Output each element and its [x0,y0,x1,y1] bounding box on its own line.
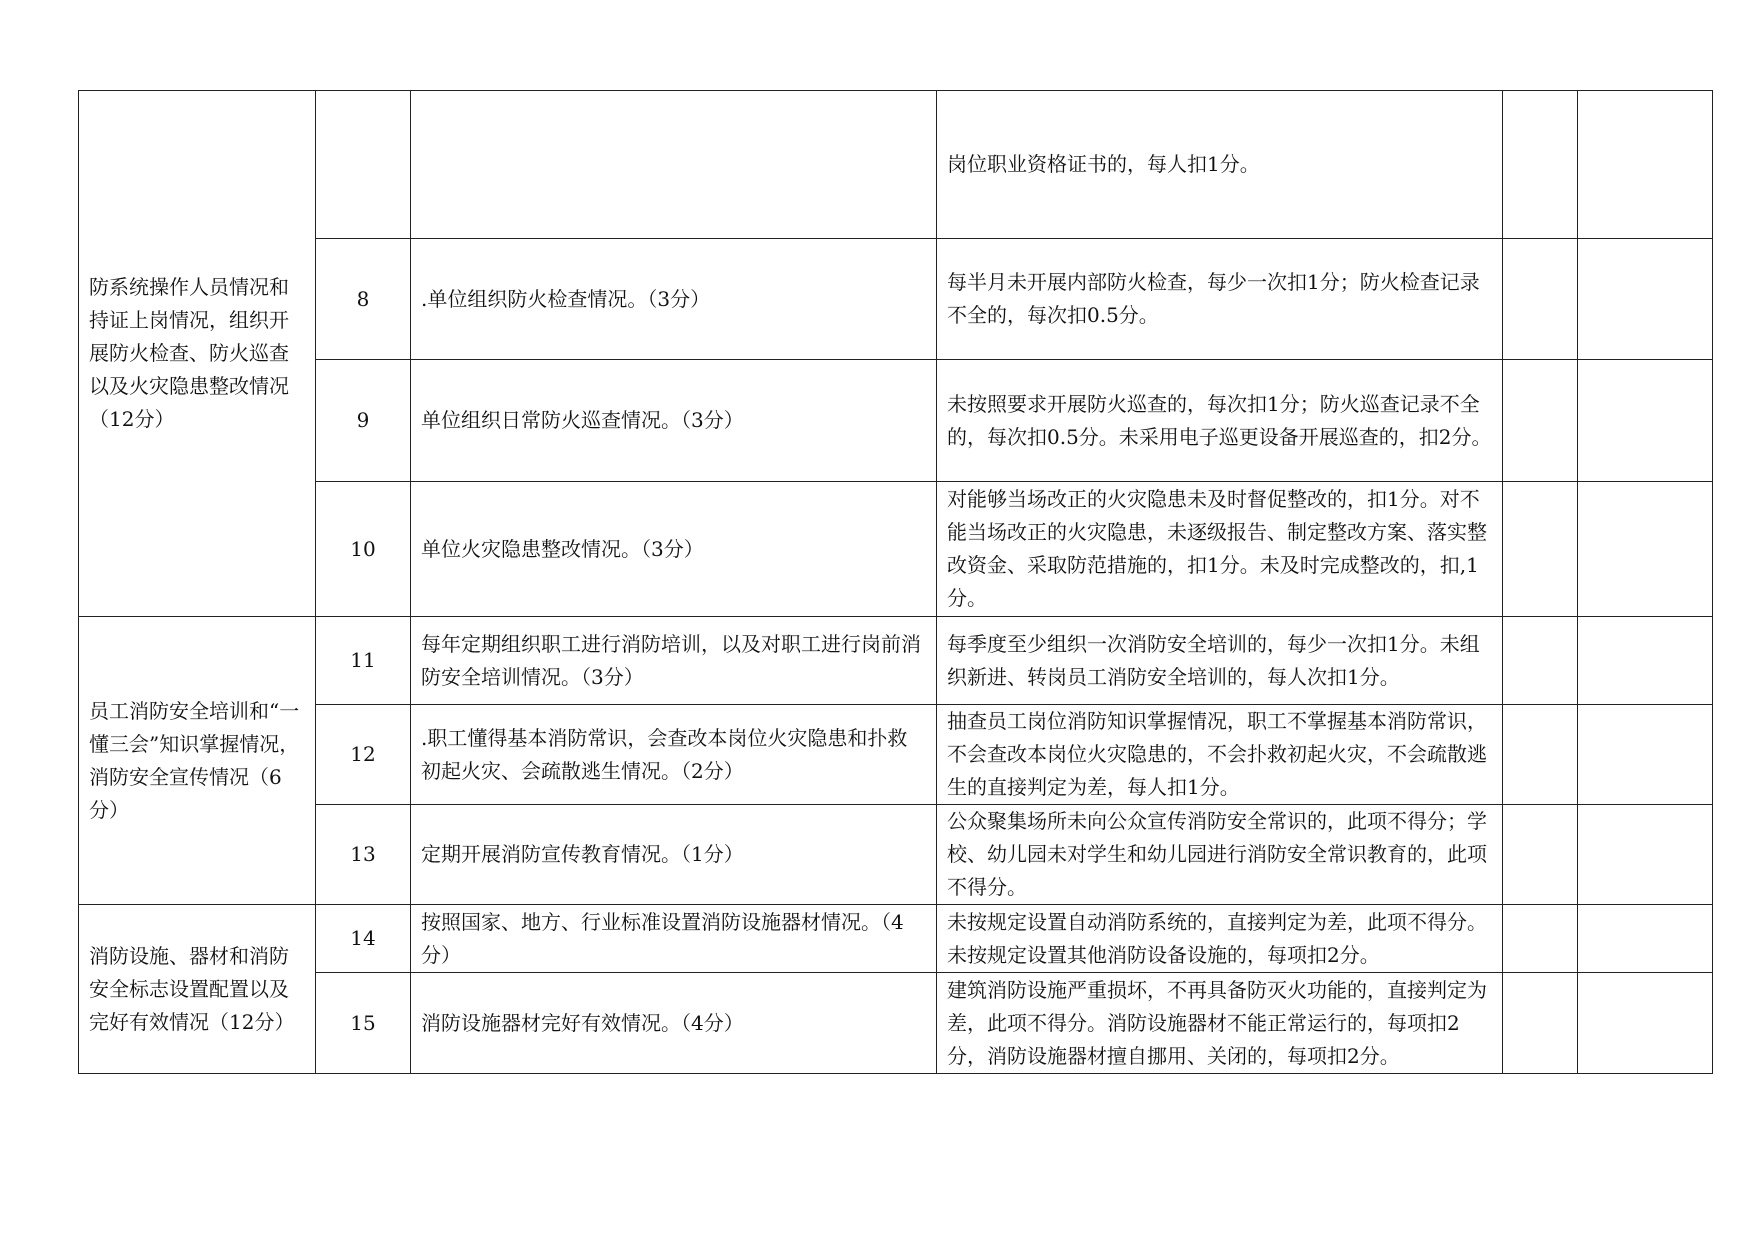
item-number: 15 [316,973,411,1074]
table-row [79,360,1713,482]
remarks-cell [1578,617,1713,705]
remarks-cell [1578,482,1713,617]
item-number: 9 [316,360,411,482]
scoring-standard: 未按规定设置自动消防系统的，直接判定为差，此项不得分。未按规定设置其他消防设备设施的，每项扣2分。 [937,905,1503,973]
score-cell [1503,905,1578,973]
scoring-standard: 对能够当场改正的火灾隐患未及时督促整改的，扣1分。对不能当场改正的火灾隐患，未逐级报告、制定整改方案、落实整改资金、采取防范措施的，扣1分。未及时完成整改的，扣,1分。 [937,482,1503,617]
remarks-cell [1578,239,1713,360]
score-cell [1503,617,1578,705]
item-content: .职工懂得基本消防常识，会查改本岗位火灾隐患和扑救初起火灾、会疏散逃生情况。（2分） [411,705,937,805]
item-content: 每年定期组织职工进行消防培训，以及对职工进行岗前消防安全培训情况。（3分） [411,617,937,705]
item-content: 单位火灾隐患整改情况。（3分） [411,482,937,617]
table-row [79,705,1713,805]
item-number: 12 [316,705,411,805]
table-row [79,805,1713,905]
item-number: 13 [316,805,411,905]
document-page [78,90,1712,1074]
item-number [316,91,411,239]
fire-safety-evaluation-table [78,90,1713,1074]
category-cell: 防系统操作人员情况和持证上岗情况，组织开展防火检查、防火巡查以及火灾隐患整改情况（12分） [79,91,316,617]
score-cell [1503,239,1578,360]
remarks-cell [1578,905,1713,973]
scoring-standard: 抽查员工岗位消防知识掌握情况，职工不掌握基本消防常识，不会查改本岗位火灾隐患的，不会扑救初起火灾，不会疏散逃生的直接判定为差，每人扣1分。 [937,705,1503,805]
score-cell [1503,482,1578,617]
item-content: 定期开展消防宣传教育情况。（1分） [411,805,937,905]
remarks-cell [1578,705,1713,805]
table-row [79,973,1713,1074]
item-number: 11 [316,617,411,705]
item-number: 8 [316,239,411,360]
scoring-standard: 公众聚集场所未向公众宣传消防安全常识的，此项不得分；学校、幼儿园未对学生和幼儿园进行消防安全常识教育的，此项不得分。 [937,805,1503,905]
table-row [79,905,1713,973]
item-number: 14 [316,905,411,973]
score-cell [1503,360,1578,482]
item-content: 按照国家、地方、行业标准设置消防设施器材情况。（4分） [411,905,937,973]
item-content: .单位组织防火检查情况。（3分） [411,239,937,360]
remarks-cell [1578,973,1713,1074]
remarks-cell [1578,91,1713,239]
category-cell: 消防设施、器材和消防安全标志设置配置以及完好有效情况（12分） [79,905,316,1074]
score-cell [1503,973,1578,1074]
scoring-standard: 每季度至少组织一次消防安全培训的，每少一次扣1分。未组织新进、转岗员工消防安全培训的，每人次扣1分。 [937,617,1503,705]
item-number: 10 [316,482,411,617]
scoring-standard: 未按照要求开展防火巡查的，每次扣1分；防火巡查记录不全的，每次扣0.5分。未采用电子巡更设备开展巡查的，扣2分。 [937,360,1503,482]
table-row [79,482,1713,617]
score-cell [1503,805,1578,905]
item-content [411,91,937,239]
table-row [79,91,1713,239]
item-content: 消防设施器材完好有效情况。（4分） [411,973,937,1074]
remarks-cell [1578,805,1713,905]
remarks-cell [1578,360,1713,482]
scoring-standard: 岗位职业资格证书的，每人扣1分。 [937,91,1503,239]
scoring-standard: 每半月未开展内部防火检查，每少一次扣1分；防火检查记录不全的，每次扣0.5分。 [937,239,1503,360]
score-cell [1503,91,1578,239]
scoring-standard: 建筑消防设施严重损坏，不再具备防灭火功能的，直接判定为差，此项不得分。消防设施器材不能正常运行的，每项扣2分，消防设施器材擅自挪用、关闭的，每项扣2分。 [937,973,1503,1074]
score-cell [1503,705,1578,805]
table-row [79,617,1713,705]
item-content: 单位组织日常防火巡查情况。（3分） [411,360,937,482]
table-row [79,239,1713,360]
category-cell: 员工消防安全培训和“一懂三会”知识掌握情况，消防安全宣传情况（6分） [79,617,316,905]
